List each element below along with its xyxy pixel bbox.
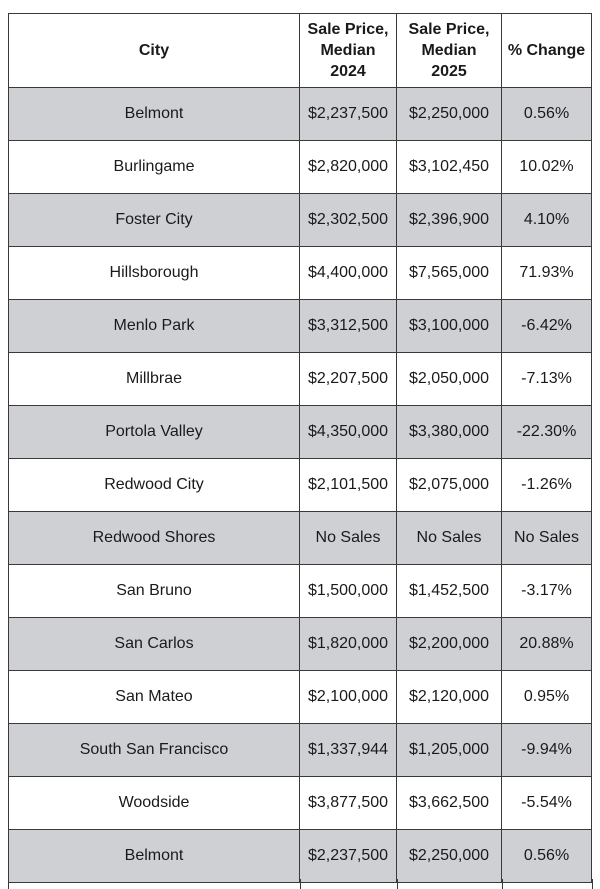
cell-city: San Carlos xyxy=(9,618,300,671)
cell-city: Hillsborough xyxy=(9,247,300,300)
cell-city: Millbrae xyxy=(9,353,300,406)
cell-city: San Bruno xyxy=(9,565,300,618)
cell-change: -22.30% xyxy=(502,406,592,459)
column-divider xyxy=(300,879,301,889)
cell-city: Portola Valley xyxy=(9,406,300,459)
cell-city: Redwood Shores xyxy=(9,512,300,565)
cell-price-2024: $2,100,000 xyxy=(300,671,397,724)
table-row xyxy=(9,141,592,194)
cell-price-2025: $2,050,000 xyxy=(397,353,502,406)
header-price-2025-line1: Sale Price, xyxy=(408,21,490,38)
header-price-2025-line2: Median xyxy=(421,42,477,59)
header-change: % Change xyxy=(502,14,592,88)
table-row xyxy=(9,459,592,512)
cell-price-2024: $2,101,500 xyxy=(300,459,397,512)
cell-change: 0.95% xyxy=(502,671,592,724)
cell-change: 0.56% xyxy=(502,88,592,141)
cell-city: Belmont xyxy=(9,88,300,141)
table-row xyxy=(9,618,592,671)
cell-change: No Sales xyxy=(502,512,592,565)
cell-price-2024: No Sales xyxy=(300,512,397,565)
cell-change: -6.42% xyxy=(502,300,592,353)
cell-price-2024: $2,302,500 xyxy=(300,194,397,247)
header-city: City xyxy=(9,14,300,88)
cell-price-2025: $2,200,000 xyxy=(397,618,502,671)
table-row xyxy=(9,247,592,300)
cell-price-2024: $3,312,500 xyxy=(300,300,397,353)
cell-change: 0.56% xyxy=(502,830,592,883)
cell-price-2025: $3,380,000 xyxy=(397,406,502,459)
cell-price-2024: $1,500,000 xyxy=(300,565,397,618)
table-row xyxy=(9,724,592,777)
table-body xyxy=(9,88,592,883)
cell-change: 71.93% xyxy=(502,247,592,300)
header-price-2024 xyxy=(300,14,397,88)
cell-city: Burlingame xyxy=(9,141,300,194)
table-row xyxy=(9,300,592,353)
table-row xyxy=(9,671,592,724)
table-row xyxy=(9,512,592,565)
cell-price-2025: No Sales xyxy=(397,512,502,565)
table-row xyxy=(9,565,592,618)
cell-change: -3.17% xyxy=(502,565,592,618)
cell-change: -1.26% xyxy=(502,459,592,512)
cell-change: 4.10% xyxy=(502,194,592,247)
cell-change: -5.54% xyxy=(502,777,592,830)
cell-price-2025: $3,102,450 xyxy=(397,141,502,194)
table-row xyxy=(9,830,592,883)
cell-price-2025: $2,396,900 xyxy=(397,194,502,247)
cell-city: San Mateo xyxy=(9,671,300,724)
table-row xyxy=(9,88,592,141)
header-price-2025 xyxy=(397,14,502,88)
cell-price-2024: $2,237,500 xyxy=(300,88,397,141)
cell-price-2025: $2,120,000 xyxy=(397,671,502,724)
cell-price-2025: $1,205,000 xyxy=(397,724,502,777)
cell-price-2025: $7,565,000 xyxy=(397,247,502,300)
table-row xyxy=(9,353,592,406)
cell-city: South San Francisco xyxy=(9,724,300,777)
table-header xyxy=(9,14,592,88)
cell-price-2024: $2,207,500 xyxy=(300,353,397,406)
header-price-2024-line1: Sale Price, xyxy=(307,21,389,38)
cell-price-2024: $2,820,000 xyxy=(300,141,397,194)
table-continuation xyxy=(8,879,593,889)
cell-change: -9.94% xyxy=(502,724,592,777)
cell-city: Menlo Park xyxy=(9,300,300,353)
cell-price-2025: $1,452,500 xyxy=(397,565,502,618)
cell-price-2025: $2,075,000 xyxy=(397,459,502,512)
column-divider xyxy=(502,879,503,889)
cell-price-2025: $3,100,000 xyxy=(397,300,502,353)
table-row xyxy=(9,406,592,459)
cell-price-2024: $4,350,000 xyxy=(300,406,397,459)
cell-price-2024: $2,237,500 xyxy=(300,830,397,883)
cell-price-2025: $2,250,000 xyxy=(397,88,502,141)
table-row xyxy=(9,194,592,247)
cell-change: 10.02% xyxy=(502,141,592,194)
cell-change: -7.13% xyxy=(502,353,592,406)
cell-price-2025: $2,250,000 xyxy=(397,830,502,883)
cell-city: Foster City xyxy=(9,194,300,247)
cell-city: Woodside xyxy=(9,777,300,830)
cell-price-2025: $3,662,500 xyxy=(397,777,502,830)
cell-price-2024: $1,820,000 xyxy=(300,618,397,671)
header-row xyxy=(9,14,592,88)
table-row xyxy=(9,777,592,830)
header-price-2025-line3: 2025 xyxy=(431,63,467,80)
cell-city: Belmont xyxy=(9,830,300,883)
header-price-2024-line3: 2024 xyxy=(330,63,366,80)
cell-change: 20.88% xyxy=(502,618,592,671)
cell-price-2024: $4,400,000 xyxy=(300,247,397,300)
header-price-2024-line2: Median xyxy=(320,42,376,59)
cell-price-2024: $1,337,944 xyxy=(300,724,397,777)
cell-city: Redwood City xyxy=(9,459,300,512)
cell-price-2024: $3,877,500 xyxy=(300,777,397,830)
column-divider xyxy=(397,879,398,889)
price-table xyxy=(8,13,592,883)
